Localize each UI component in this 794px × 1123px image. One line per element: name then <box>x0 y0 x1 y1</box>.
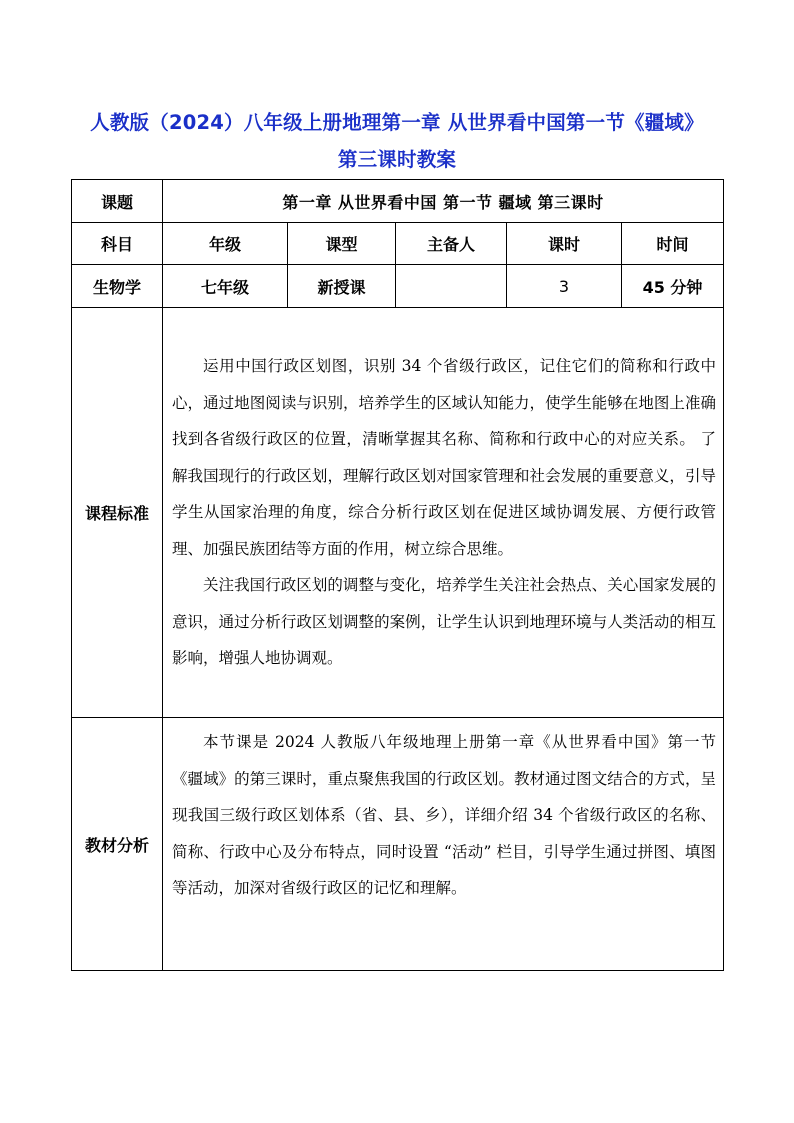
lesson-plan-table <box>71 179 724 971</box>
curriculum-standard-content <box>163 308 724 718</box>
curriculum-standard-paragraph: 关注我国行政区划的调整与变化，培养学生关注社会热点、关心国家发展的意识，通过分析行政区划调整的案例，让学生认识到地理环境与人类活动的相互影响，增强人地协调观。 <box>172 576 717 668</box>
header-periods: 课时 <box>507 223 622 265</box>
textbook-analysis-content <box>163 718 724 971</box>
header-time: 时间 <box>622 223 724 265</box>
value-subject: 生物学 <box>72 265 163 308</box>
header-subject: 科目 <box>72 223 163 265</box>
table-row-headers <box>72 223 724 265</box>
topic-value: 第一章 从世界看中国 第一节 疆域 第三课时 <box>163 180 724 223</box>
value-lesson-type: 新授课 <box>288 265 396 308</box>
table-row-textbook-analysis <box>72 718 724 971</box>
document-title-line2: 第三课时教案 <box>337 148 457 171</box>
table-row-topic <box>72 180 724 223</box>
table-row-values <box>72 265 724 308</box>
value-periods: 3 <box>507 265 622 308</box>
document-title-line1: 人教版（2024）八年级上册地理第一章 从世界看中国第一节《疆域》 <box>90 111 704 134</box>
topic-label: 课题 <box>72 180 163 223</box>
header-grade: 年级 <box>163 223 288 265</box>
curriculum-standard-paragraph: 运用中国行政区划图，识别 34 个省级行政区，记住它们的简称和行政中心，通过地图阅读与识别，培养学生的区域认知能力，使学生能够在地图上准确找到各省级行政区的位置，清晰掌握其名称、简称和行政中心的对应关系。 了解我国现行的行政区划，理解行政区划对国家管理和社会发展的重要意义，引导学生从国家治理的角度，综合分析行政区划在促进区域协调发展、方便行政管理、加强民族团结等方面的作用，树立综合思维。 <box>172 357 717 558</box>
value-time: 45 分钟 <box>622 265 724 308</box>
header-lesson-type: 课型 <box>288 223 396 265</box>
header-lead-preparer: 主备人 <box>396 223 507 265</box>
value-lead-preparer <box>396 265 507 308</box>
textbook-analysis-label: 教材分析 <box>72 718 163 971</box>
value-grade: 七年级 <box>163 265 288 308</box>
textbook-analysis-paragraph: 本节课是 2024 人教版八年级地理上册第一章《从世界看中国》第一节《疆域》的第三课时，重点聚焦我国的行政区划。教材通过图文结合的方式，呈现我国三级行政区划体系（省、县、乡），详细介绍 34 个省级行政区的名称、简称、行政中心及分布特点，同时设置 “活动” 栏目，引导学生通过拼图、填图等活动，加深对省级行政区的记忆和理解。 <box>172 733 717 897</box>
table-row-curriculum-standard <box>72 308 724 718</box>
curriculum-standard-label: 课程标准 <box>72 308 163 718</box>
